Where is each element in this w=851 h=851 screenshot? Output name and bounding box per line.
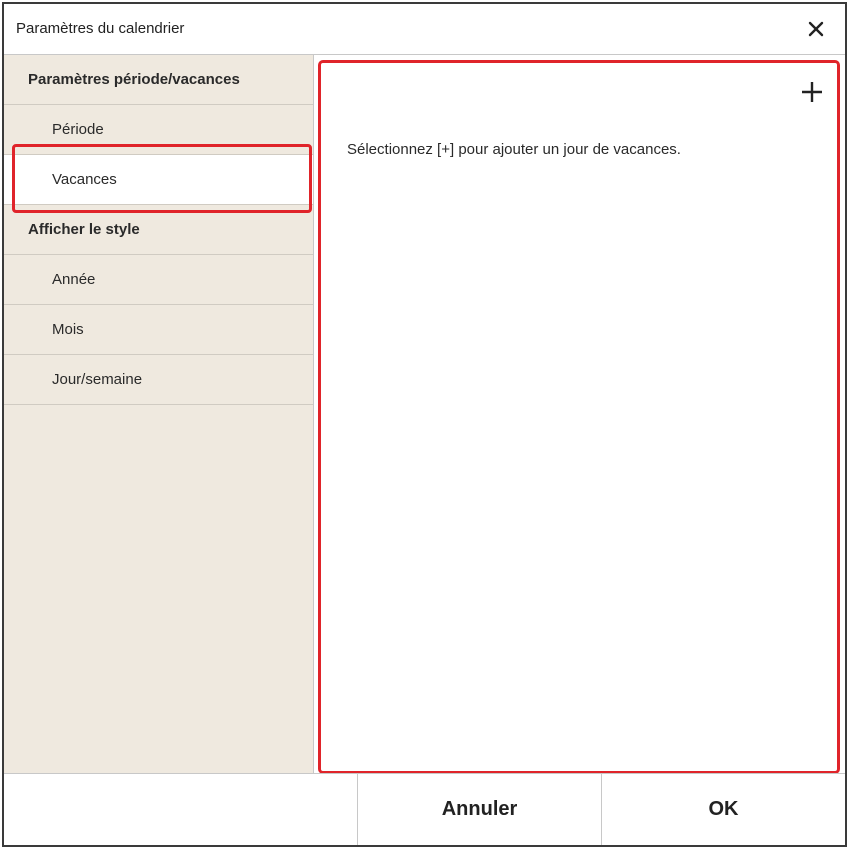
footer-spacer (4, 774, 358, 845)
close-icon (808, 21, 824, 37)
sidebar-section-display-style (4, 205, 313, 255)
add-holiday-button[interactable] (797, 77, 827, 107)
title-bar (4, 4, 845, 55)
sidebar-item-label: Année (52, 271, 96, 288)
sidebar-item-year[interactable] (4, 255, 313, 305)
ok-button-label: OK (708, 798, 739, 820)
sidebar-item-label: Période (52, 121, 104, 138)
sidebar-item-period[interactable] (4, 105, 313, 155)
dialog-title: Paramètres du calendrier (16, 20, 185, 37)
settings-sidebar (4, 55, 314, 778)
ok-button[interactable] (602, 774, 845, 845)
calendar-settings-dialog (2, 2, 847, 847)
cancel-button[interactable] (358, 774, 602, 845)
dialog-footer (4, 773, 845, 845)
sidebar-item-label: Vacances (52, 171, 117, 188)
sidebar-item-day-week[interactable] (4, 355, 313, 405)
sidebar-section-period-holidays (4, 55, 313, 105)
sidebar-section-label: Paramètres période/vacances (28, 71, 240, 88)
close-button[interactable] (799, 12, 833, 46)
sidebar-section-label: Afficher le style (28, 221, 140, 238)
plus-icon (801, 81, 823, 103)
cancel-button-label: Annuler (441, 798, 518, 820)
sidebar-item-holidays[interactable] (4, 155, 313, 205)
sidebar-item-label: Mois (52, 321, 84, 338)
sidebar-item-label: Jour/semaine (52, 371, 143, 388)
holidays-hint-text: Sélectionnez [+] pour ajouter un jour de vacances. (347, 141, 681, 158)
holidays-panel (318, 60, 840, 774)
sidebar-item-month[interactable] (4, 305, 313, 355)
